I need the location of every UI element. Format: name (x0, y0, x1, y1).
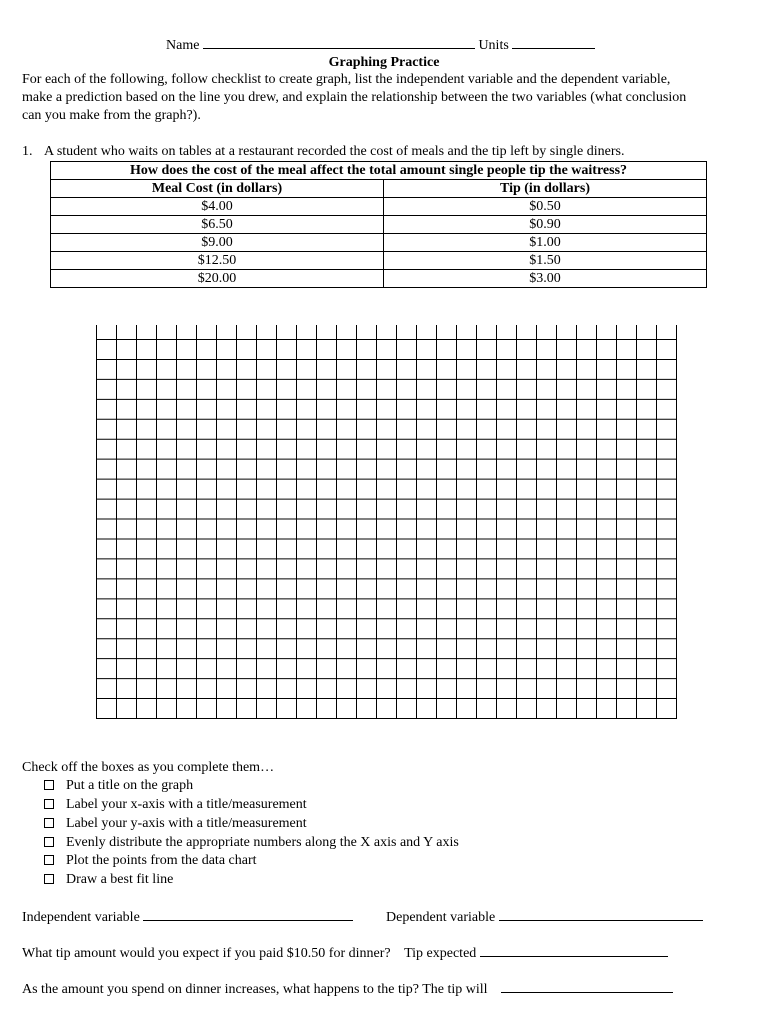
units-label: Units (478, 38, 509, 53)
tip-expected-label: Tip expected (404, 946, 477, 961)
checklist-item[interactable] (44, 835, 459, 851)
table-title: How does the cost of the meal affect the total amount single people tip the waitress? (51, 162, 707, 180)
meal-cost-cell: $20.00 (51, 270, 384, 288)
checklist-item[interactable] (44, 872, 173, 888)
checklist-item-label: Put a title on the graph (66, 778, 194, 793)
checklist-item-label: Label your x-axis with a title/measurement (66, 797, 307, 812)
checkbox[interactable] (44, 874, 54, 884)
checklist-item-label: Draw a best fit line (66, 872, 174, 887)
name-row (166, 36, 595, 54)
name-label: Name (166, 38, 200, 53)
increase-question-row (22, 980, 673, 998)
column-header-tip: Tip (in dollars) (384, 180, 707, 198)
intro-line-3: can you make from the graph?). (22, 108, 201, 123)
problem-line (22, 144, 624, 160)
meal-cost-cell: $4.00 (51, 198, 384, 216)
checklist-item[interactable] (44, 816, 307, 832)
problem-text: A student who waits on tables at a restaurant recorded the cost of meals and the tip left by single diners. (44, 144, 625, 159)
name-field[interactable] (203, 36, 475, 49)
page-title: Graphing Practice (328, 55, 440, 70)
tip-cell: $1.00 (384, 234, 707, 252)
dependent-field[interactable] (499, 908, 703, 921)
column-header-meal-cost: Meal Cost (in dollars) (51, 180, 384, 198)
checklist-item-label: Evenly distribute the appropriate numbers along the X axis and Y axis (66, 835, 459, 850)
table-row (51, 216, 707, 234)
graph-paper-grid[interactable] (96, 325, 678, 719)
independent-field[interactable] (143, 908, 353, 921)
problem-number: 1. (22, 144, 33, 159)
checkbox[interactable] (44, 837, 54, 847)
table-row (51, 252, 707, 270)
checklist-heading: Check off the boxes as you complete them… (22, 760, 275, 775)
checklist-item-label: Plot the points from the data chart (66, 853, 257, 868)
checklist-item[interactable] (44, 797, 307, 813)
tip-cell: $0.50 (384, 198, 707, 216)
units-field[interactable] (512, 36, 595, 49)
table-row (51, 198, 707, 216)
checklist-item-label: Label your y-axis with a title/measurement (66, 816, 307, 831)
dependent-row (386, 908, 703, 926)
tip-expected-field[interactable] (480, 944, 668, 957)
checkbox[interactable] (44, 799, 54, 809)
meal-cost-cell: $12.50 (51, 252, 384, 270)
tip-question-row (22, 944, 668, 962)
tip-question: What tip amount would you expect if you paid $10.50 for dinner? (22, 946, 391, 961)
tip-cell: $0.90 (384, 216, 707, 234)
intro-line-2: make a prediction based on the line you drew, and explain the relationship between the two variables (what conclusion (22, 90, 687, 105)
independent-row (22, 908, 353, 926)
checkbox[interactable] (44, 818, 54, 828)
dependent-label: Dependent variable (386, 910, 496, 925)
intro-line-1: For each of the following, follow checklist to create graph, list the independent variable and the dependent variable, (22, 72, 671, 87)
meal-cost-cell: $6.50 (51, 216, 384, 234)
table-row (51, 234, 707, 252)
checklist-item[interactable] (44, 778, 193, 794)
checkbox[interactable] (44, 780, 54, 790)
tip-will-field[interactable] (501, 980, 673, 993)
increase-question: As the amount you spend on dinner increases, what happens to the tip? The tip will (22, 982, 488, 997)
data-table (50, 161, 707, 288)
tip-cell: $1.50 (384, 252, 707, 270)
meal-cost-cell: $9.00 (51, 234, 384, 252)
checklist-item[interactable] (44, 853, 257, 869)
tip-cell: $3.00 (384, 270, 707, 288)
table-row (51, 270, 707, 288)
independent-label: Independent variable (22, 910, 140, 925)
checkbox[interactable] (44, 855, 54, 865)
